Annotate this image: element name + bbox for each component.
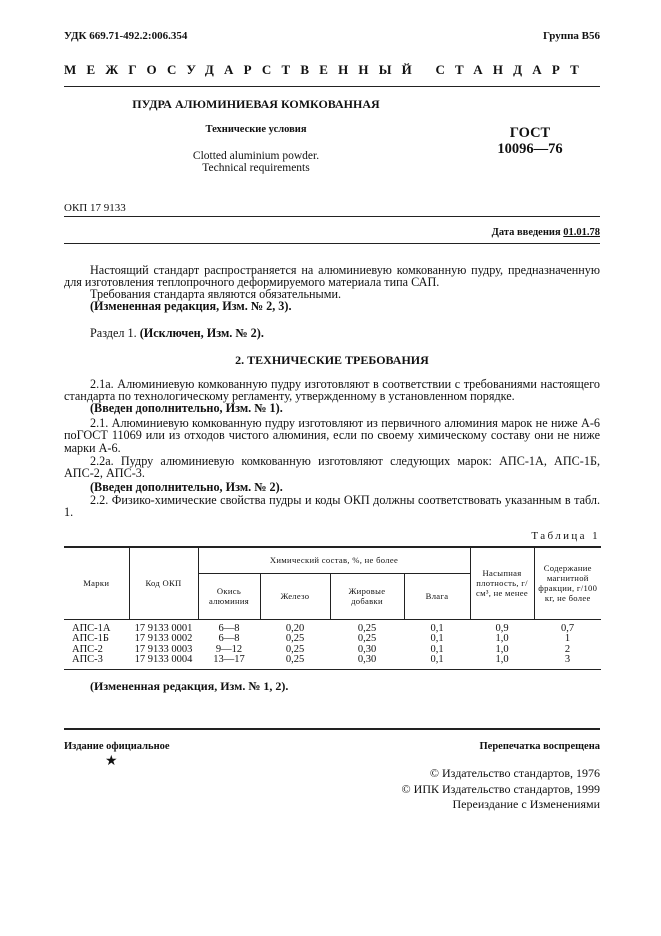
clause-2-1: 2.1. Алюминиевую комкованную пудру изготовляют из первичного алюминия марок не ниже А-6 поГОСТ 11069 или из отходов чистого алюминия, если по своему химическому составу они не ниже марки А-6. bbox=[64, 416, 600, 455]
clause-2-2: 2.2. Физико-химические свойства пудры и коды ОКП должны соответствовать указанным в табл. 1. bbox=[64, 493, 600, 520]
intro-date-value: 01.01.78 bbox=[563, 227, 600, 238]
standard-banner: МЕЖГОСУДАРСТВЕННЫЙ СТАНДАРТ bbox=[64, 62, 590, 77]
cell-fat: 0,25 bbox=[357, 622, 377, 634]
cell-oxide: 6—8 bbox=[218, 622, 240, 634]
copyright-1999: © ИПК Издательство стандартов, 1999 bbox=[401, 782, 600, 796]
cell-moisture: 0,1 bbox=[430, 622, 444, 634]
cell-moisture: 0,1 bbox=[430, 643, 444, 655]
cell-oxide: 9—12 bbox=[215, 643, 243, 655]
section1-line bbox=[64, 327, 600, 339]
cell-fat: 0,25 bbox=[357, 633, 377, 644]
section1-note: (Исключен, Изм. № 2). bbox=[139, 326, 264, 340]
cell-density: 0,9 bbox=[495, 622, 509, 634]
header-iron: Железо bbox=[260, 573, 330, 619]
section2-heading: 2. ТЕХНИЧЕСКИЕ ТРЕБОВАНИЯ bbox=[235, 353, 429, 367]
cell-magnetic: 3 bbox=[534, 655, 601, 669]
header-aluminium-oxide: Окись алюминия bbox=[198, 573, 260, 619]
header-fat-additives: Жировые добавки bbox=[330, 573, 404, 619]
cell-okp: 17 9133 0002 bbox=[134, 633, 193, 644]
table-row bbox=[64, 655, 601, 669]
cell-grade: АПС-1А bbox=[72, 622, 111, 634]
header-bulk-density: Насыпная плотность, г/см³, не менее bbox=[470, 547, 534, 619]
section1-label: Раздел 1. bbox=[90, 326, 137, 340]
cell-density: 1,0 bbox=[495, 633, 509, 644]
intro-date bbox=[492, 227, 600, 238]
intro-date-label: Дата введения bbox=[491, 227, 561, 238]
clause-2-1a-note: (Введен дополнительно, Изм. № 1). bbox=[90, 401, 283, 415]
cell-fat: 0,30 bbox=[330, 655, 404, 669]
republication-note: Переиздание с Изменениями bbox=[452, 797, 600, 811]
cell-okp: 17 9133 0003 bbox=[134, 643, 193, 655]
cell-oxide: 13—17 bbox=[198, 655, 260, 669]
clause-2-1a: 2.1а. Алюминиевую комкованную пудру изготовляют в соответствии с требованиями настоящего стандарта по технологическому регламенту, утвержденному в установленном порядке. bbox=[64, 377, 600, 404]
cell-grade: АПС-1Б bbox=[72, 633, 109, 644]
english-title-line2: Technical requirements bbox=[202, 162, 310, 174]
clause-2-2a-note: (Введен дополнительно, Изм. № 2). bbox=[90, 480, 283, 494]
header-magnetic-fraction: Содержание магнитной фракции, г/100 кг, не более bbox=[534, 547, 601, 619]
properties-table bbox=[64, 546, 601, 670]
banner-rule bbox=[64, 86, 600, 87]
cell-moisture: 0,1 bbox=[430, 633, 444, 644]
cell-magnetic: 0,7 bbox=[560, 622, 575, 634]
cell-fat: 0,30 bbox=[357, 643, 377, 655]
header-chemical-composition: Химический состав, %, не более bbox=[198, 547, 470, 573]
cell-grade: АПС-2 bbox=[72, 643, 103, 655]
table-amendment-note: (Измененная редакция, Изм. № 1, 2). bbox=[90, 679, 289, 693]
group-code: Группа В56 bbox=[542, 30, 600, 42]
gost-label: ГОСТ bbox=[509, 125, 551, 141]
cell-iron: 0,25 bbox=[285, 633, 305, 644]
cell-iron: 0,20 bbox=[285, 622, 305, 634]
intro-paragraph: Настоящий стандарт распространяется на алюминиевую комкованную пудру, предназначенную для изготовления теплопрочного деформируемого материала типа САП. bbox=[64, 263, 600, 290]
date-rule bbox=[64, 243, 600, 244]
header-okp-code: Код ОКП bbox=[129, 547, 198, 619]
cell-iron: 0,25 bbox=[260, 655, 330, 669]
header-moisture: Влага bbox=[404, 573, 470, 619]
gost-number: 10096—76 bbox=[497, 141, 563, 157]
reprint-prohibited: Перепечатка воспрещена bbox=[479, 741, 600, 752]
cell-okp: 17 9133 0004 bbox=[129, 655, 198, 669]
document-title: ПУДРА АЛЮМИНИЕВАЯ КОМКОВАННАЯ bbox=[132, 97, 380, 111]
udk-code: УДК 669.71-492.2:006.354 bbox=[64, 30, 188, 42]
cell-density: 1,0 bbox=[470, 655, 534, 669]
intro-amendment-note: (Измененная редакция, Изм. № 2, 3). bbox=[90, 299, 292, 313]
cell-grade: АПС-3 bbox=[64, 655, 129, 669]
header-grade: Марки bbox=[64, 547, 129, 619]
cell-density: 1,0 bbox=[495, 643, 509, 655]
cell-magnetic: 1 bbox=[564, 633, 571, 644]
cell-magnetic: 2 bbox=[564, 643, 571, 655]
cell-iron: 0,25 bbox=[285, 643, 305, 655]
cell-okp: 17 9133 0001 bbox=[134, 622, 193, 634]
cell-oxide: 6—8 bbox=[218, 633, 240, 644]
table-caption: Таблица 1 bbox=[531, 530, 600, 542]
official-edition: Издание официальное bbox=[64, 741, 170, 752]
star-icon: ★ bbox=[105, 753, 118, 769]
clause-2-2a: 2.2а. Пудру алюминиевую комкованную изготовляют следующих марок: АПС-1А, АПС-1Б, АПС-2, АПС-3. bbox=[64, 454, 600, 481]
okp-code: ОКП 17 9133 bbox=[64, 202, 126, 214]
title-rule bbox=[64, 216, 600, 217]
table-row bbox=[64, 619, 601, 634]
footer-rule bbox=[64, 728, 600, 730]
document-subtitle: Технические условия bbox=[205, 124, 307, 135]
english-title-line1: Clotted aluminium powder. bbox=[192, 150, 320, 162]
copyright-1976: © Издательство стандартов, 1976 bbox=[429, 766, 600, 780]
mandatory-statement: Требования стандарта являются обязательными. bbox=[90, 287, 342, 301]
table-row bbox=[64, 634, 601, 645]
cell-moisture: 0,1 bbox=[404, 655, 470, 669]
